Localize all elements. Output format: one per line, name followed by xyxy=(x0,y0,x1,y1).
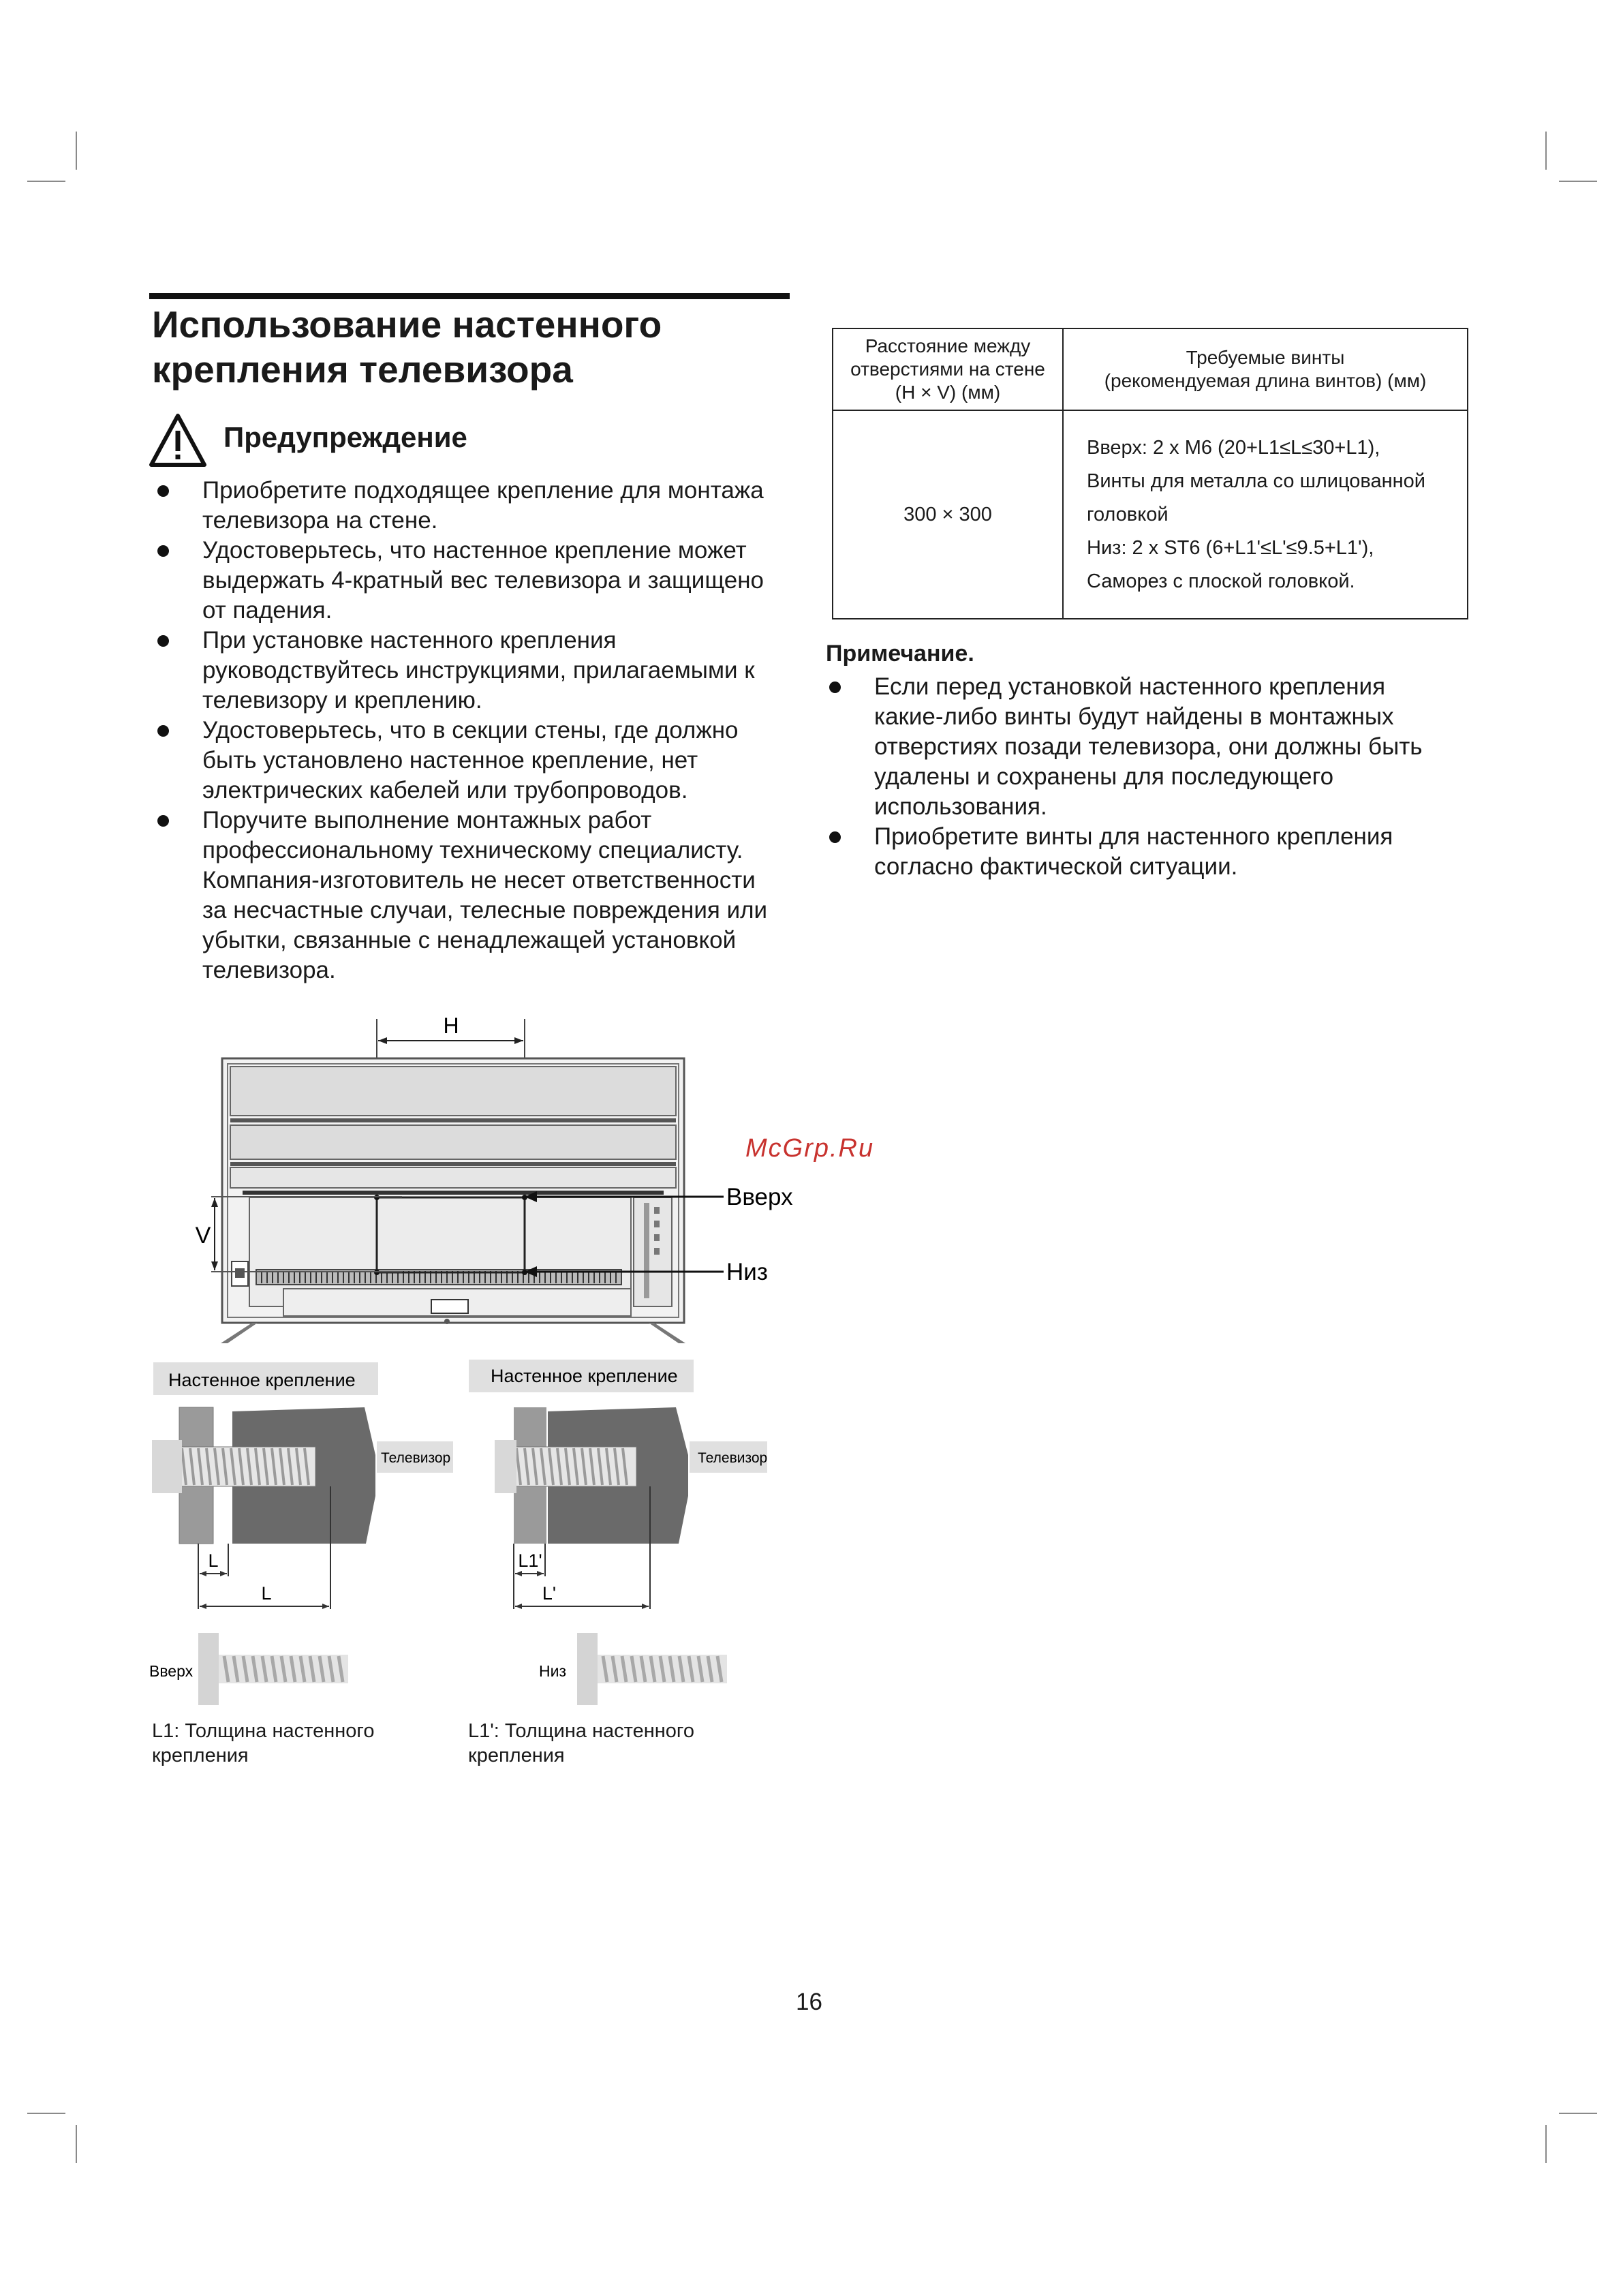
crop-mark xyxy=(27,2113,65,2114)
text-line: руководствуйтесь инструкциями, прилагаемыми к xyxy=(202,657,755,684)
bullet-icon xyxy=(157,725,169,737)
table-header-row xyxy=(833,328,1468,410)
title-line: Использование настенного xyxy=(152,303,662,346)
bottom-label: Низ xyxy=(726,1259,768,1285)
caption-line: L1: Толщина настенного xyxy=(152,1720,375,1742)
header-line: отверстиями на стене xyxy=(850,358,1045,380)
screw-diagram-lower xyxy=(463,1360,784,1632)
hole-spacing-value: 300 × 300 xyxy=(903,503,992,525)
text-line: электрических кабелей или трубопроводов. xyxy=(202,777,688,803)
table-row xyxy=(833,410,1468,619)
screw-upper-icon xyxy=(146,1629,365,1711)
v-label: V xyxy=(195,1223,211,1249)
warning-list xyxy=(151,476,805,985)
screw-lower-icon xyxy=(535,1629,739,1711)
text-line: телевизора. xyxy=(202,957,336,983)
warning-label: Предупреждение xyxy=(223,421,467,453)
crop-mark xyxy=(76,2125,77,2163)
page-number: 16 xyxy=(796,1989,822,2015)
text-line: выдержать 4-кратный вес телевизора и защищено xyxy=(202,567,764,594)
note-title: Примечание. xyxy=(826,641,974,667)
screw-line: Низ: 2 x ST6 (6+L1'≤L'≤9.5+L1'), xyxy=(1087,536,1374,559)
text-line: отверстиях позади телевизора, они должны быть xyxy=(874,733,1423,760)
caption-line: крепления xyxy=(468,1745,565,1766)
text-line: убытки, связанные с ненадлежащей установкой xyxy=(202,927,737,953)
warning-triangle-icon xyxy=(149,413,206,468)
bullet-icon xyxy=(157,545,169,557)
screw-spec-table xyxy=(832,328,1468,619)
list-item xyxy=(151,536,805,626)
screw-line: головкой xyxy=(1087,503,1169,525)
tv-label: Телевизор xyxy=(381,1450,451,1466)
table-header xyxy=(833,328,1063,410)
text-line: Приобретите подходящее крепление для монтажа xyxy=(202,477,764,504)
table-cell xyxy=(1063,410,1468,619)
short-dim-label: L1' xyxy=(518,1550,542,1571)
list-item xyxy=(151,626,805,716)
list-item xyxy=(151,806,805,985)
bullet-icon xyxy=(157,815,169,827)
crop-mark xyxy=(1559,181,1597,182)
text-line: удалены и сохранены для последующего xyxy=(874,763,1334,790)
crop-mark xyxy=(1545,2125,1547,2163)
page-title xyxy=(152,302,662,392)
screw-label: Вверх xyxy=(149,1662,194,1680)
bullet-icon xyxy=(829,831,841,843)
text-line: какие-либо винты будут найдены в монтажных xyxy=(874,703,1394,730)
screw-line: Вверх: 2 x M6 (20+L1≤L≤30+L1), xyxy=(1087,436,1380,459)
bullet-icon xyxy=(157,635,169,647)
list-item xyxy=(823,672,1491,822)
long-dim-label: L xyxy=(261,1583,272,1604)
text-line: профессиональному техническому специалисту. xyxy=(202,837,743,863)
caption-lower xyxy=(468,1719,694,1768)
text-line: использования. xyxy=(874,793,1047,820)
crop-mark xyxy=(76,132,77,170)
header-line: (рекомендуемая длина винтов) (мм) xyxy=(1104,370,1427,391)
text-line: Удостоверьтесь, что в секции стены, где должно xyxy=(202,717,739,744)
text-line: Компания-изготовитель не несет ответственности xyxy=(202,867,756,893)
text-line: от падения. xyxy=(202,597,333,624)
top-label: Вверх xyxy=(726,1186,793,1210)
list-item xyxy=(151,476,805,536)
text-line: телевизора на стене. xyxy=(202,507,438,534)
table-header xyxy=(1063,328,1468,410)
title-line: крепления телевизора xyxy=(152,348,573,391)
screw-label: Низ xyxy=(539,1662,567,1680)
list-item xyxy=(151,716,805,806)
crop-mark xyxy=(1559,2113,1597,2114)
crop-mark xyxy=(27,181,65,182)
tv-dimension-overlay xyxy=(184,1186,797,1295)
watermark: McGrp.Ru xyxy=(745,1134,875,1163)
text-line: Поручите выполнение монтажных работ xyxy=(202,807,652,833)
text-line: Если перед установкой настенного крепления xyxy=(874,673,1386,700)
text-line: При установке настенного крепления xyxy=(202,627,617,654)
caption-line: L1': Толщина настенного xyxy=(468,1720,694,1742)
h-label: H xyxy=(443,1013,459,1038)
header-line: Требуемые винты xyxy=(1186,347,1345,368)
long-dim-label: L' xyxy=(542,1583,557,1604)
bullet-icon xyxy=(829,682,841,693)
text-line: согласно фактической ситуации. xyxy=(874,853,1238,880)
short-dim-label: L xyxy=(208,1550,219,1571)
table-cell xyxy=(833,410,1063,619)
header-line: (H × V) (мм) xyxy=(895,382,1001,403)
crop-mark xyxy=(1545,132,1547,170)
screw-line: Саморез с плоской головкой. xyxy=(1087,570,1355,592)
header-line: Расстояние между xyxy=(865,335,1031,356)
bullet-icon xyxy=(157,485,169,497)
mount-label: Настенное крепление xyxy=(168,1370,356,1390)
text-line: Приобретите винты для настенного крепления xyxy=(874,823,1393,850)
text-line: Удостоверьтесь, что настенное крепление может xyxy=(202,537,747,564)
screw-line: Винты для металла со шлицованной xyxy=(1087,470,1425,492)
text-line: телевизору и креплению. xyxy=(202,687,482,714)
text-line: за несчастные случаи, телесные повреждения или xyxy=(202,897,768,923)
screw-diagram-upper xyxy=(146,1360,467,1632)
text-line: быть установлено настенное крепление, нет xyxy=(202,747,698,774)
note-list xyxy=(823,672,1491,882)
tv-label: Телевизор xyxy=(698,1450,768,1466)
list-item xyxy=(823,822,1491,882)
title-rule xyxy=(149,293,790,299)
caption-upper xyxy=(152,1719,374,1768)
mount-label: Настенное крепление xyxy=(491,1366,678,1386)
caption-line: крепления xyxy=(152,1745,249,1766)
